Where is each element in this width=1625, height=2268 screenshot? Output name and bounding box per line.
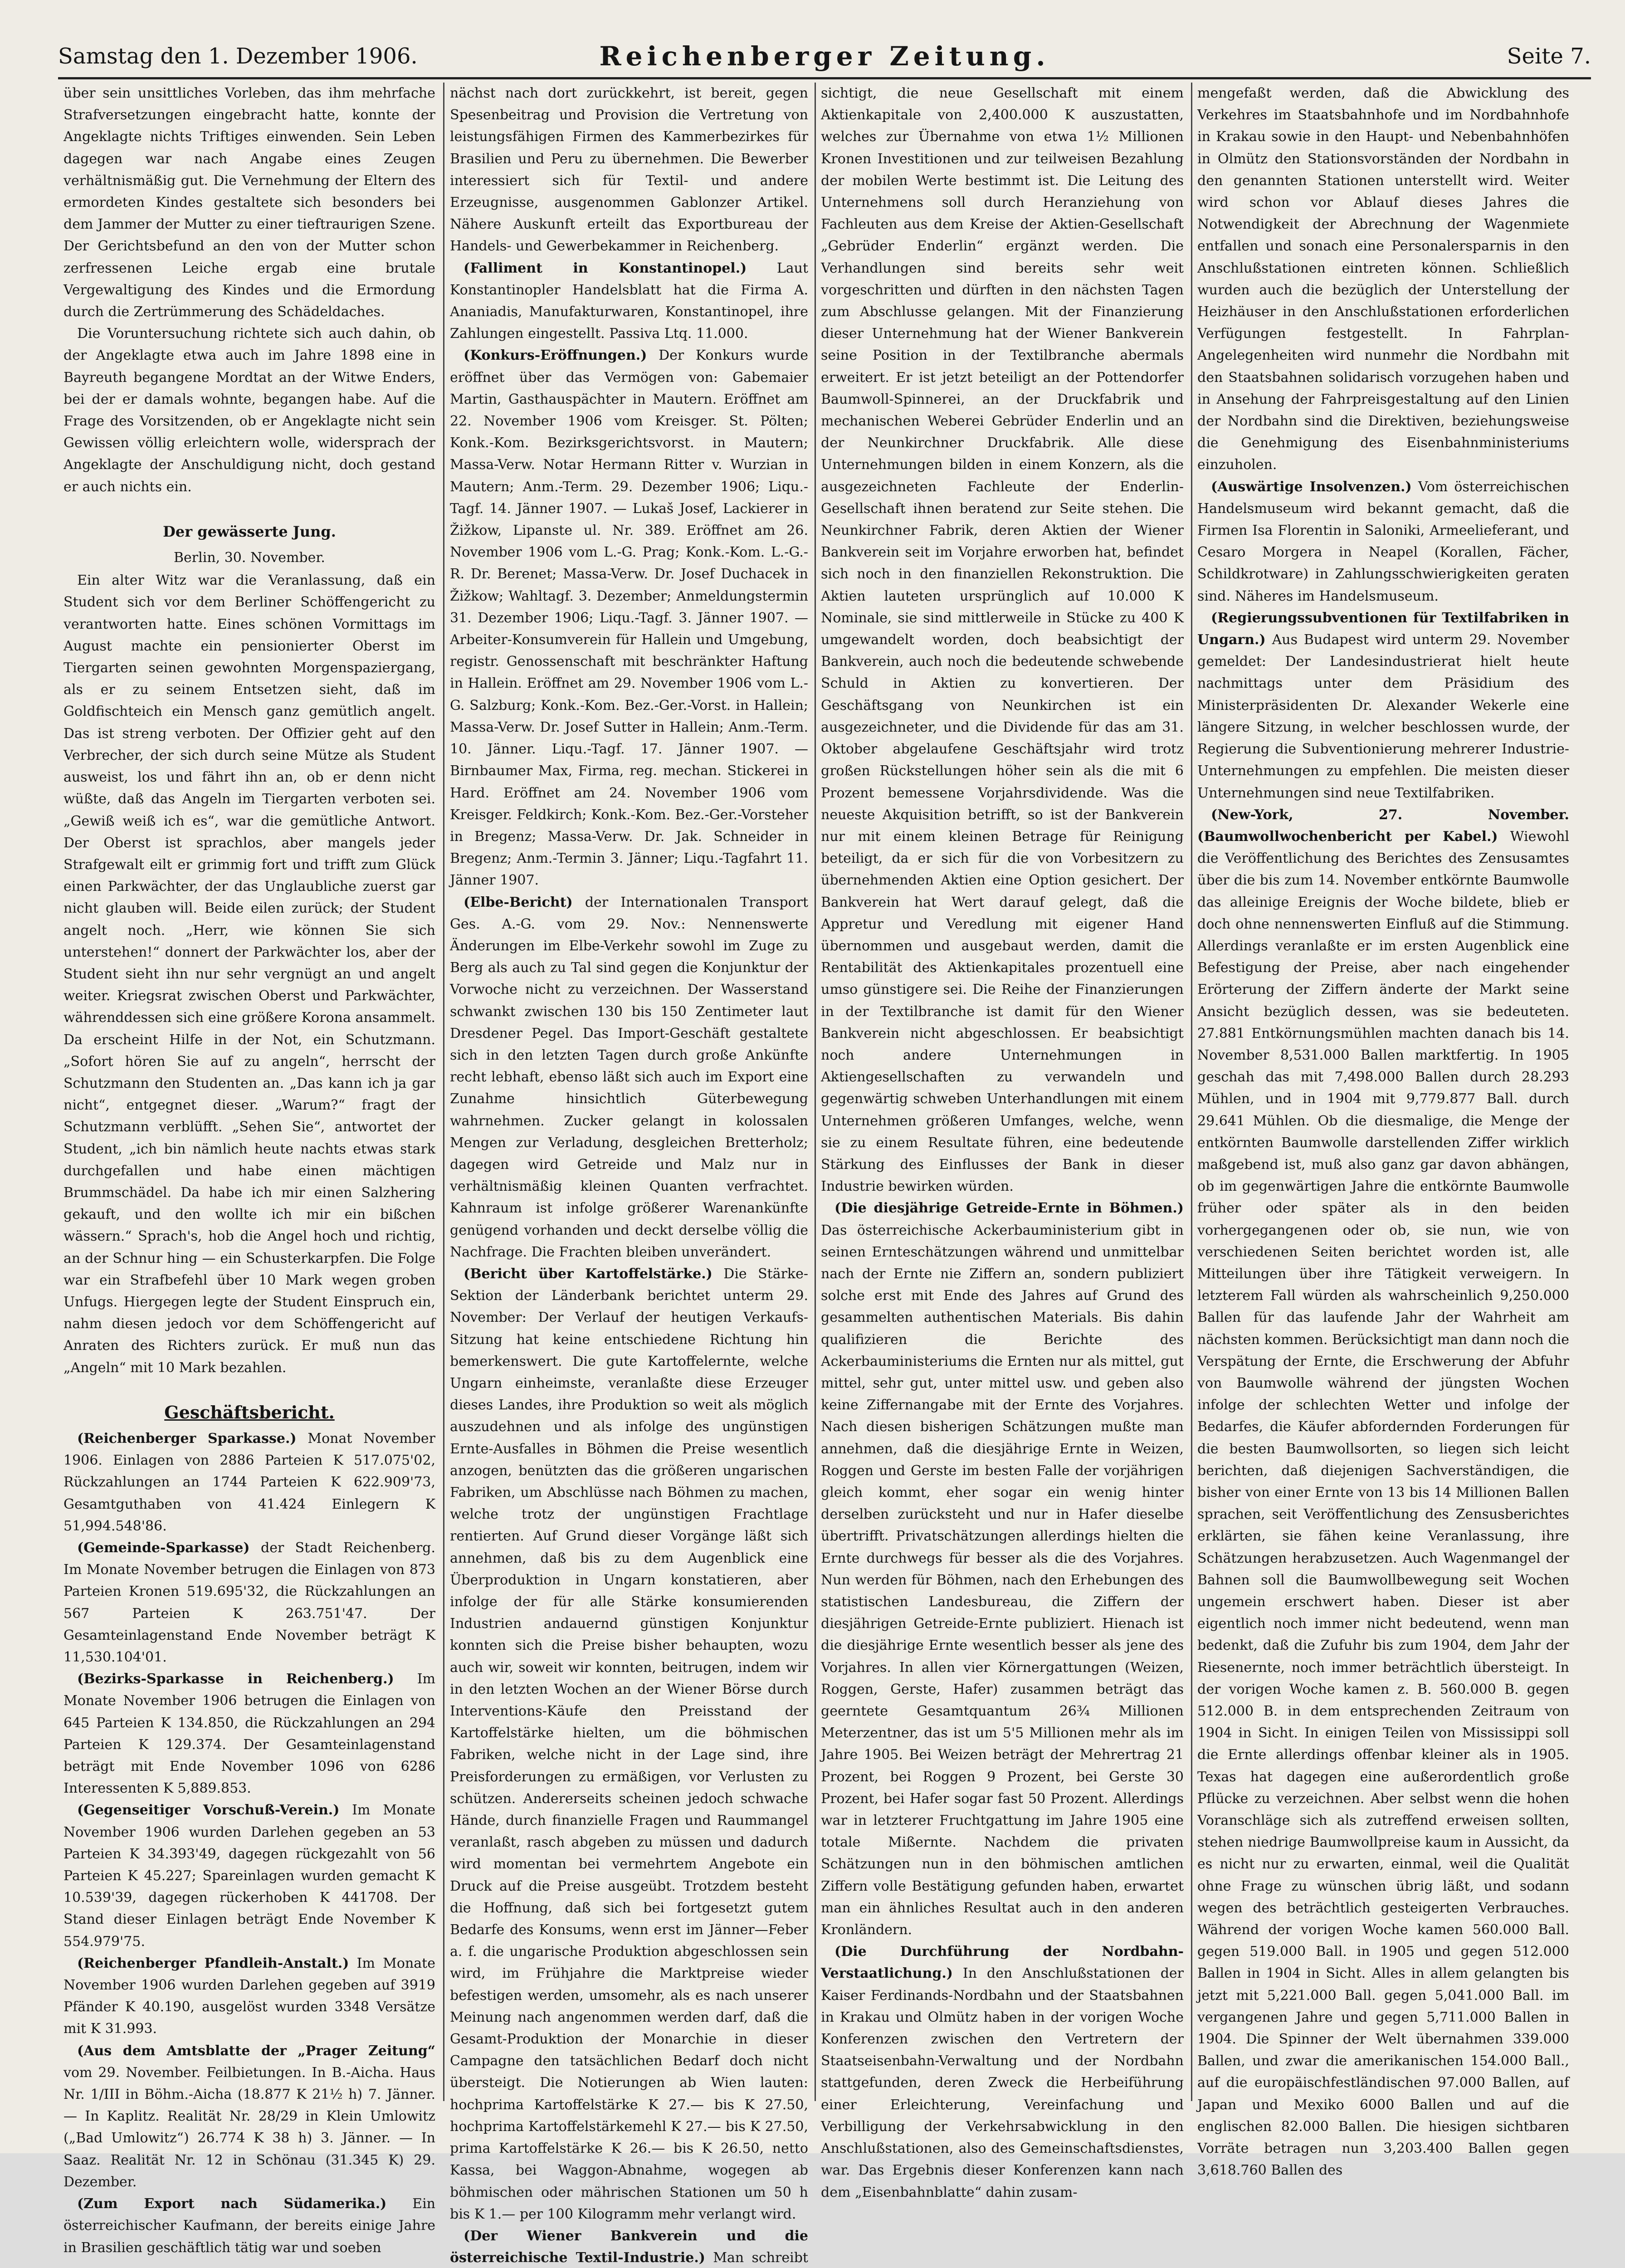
column-separator [815, 83, 816, 2101]
report-text: Im Monate November 1906 wurden Darlehen gegeben auf 3919 Pfänder K 40.190, ausgelöst wurden 3348 Versätze mit K 31.993. [63, 1955, 435, 2037]
rubric: (Elbe-Bericht) [464, 894, 573, 910]
report-text: der Internationalen Transport Ges. A.-G. vom 29. Nov.: Nennenswerte Änderungen im Elbe-Verkehr sowohl im Zuge zu Berg als auch zu Tal sind gegen die Konjunktur der Vorwoche nicht zu verzeichnen. Der Wasserstand schwankt zwischen 130 bis 150 Zentimeter laut Dresdener Pegel. Das Import-Geschäft gestaltete sich in den letzten Tagen durch große Ankünfte recht lebhaft, ebenso läßt sich auch im Export eine Zunahme hinsichtlich Güterbewegung wahrnehmen. Zucker gelangt in kolossalen Mengen zur Verladung, desgleichen Bretterholz; dagegen wird Getreide und Malz nur in verhältnismäßig kleinen Quanten verfrachtet. Kahnraum ist infolge größerer Warenankünfte genügend vorhanden und deckt derselbe völlig die Nachfrage. Die Frachten bleiben unverändert. [450, 894, 808, 1260]
newspaper-title: Reichenberger Zeitung. [599, 41, 1050, 72]
report-text: In den Anschlußstationen der Kaiser Ferdinands-Nordbahn und der Staatsbahnen in Krakau und Olmütz haben in der vorigen Woche Konferenzen zwischen den Vertretern der Staatseisenbahn-Verwaltung und der Nordbahn stattgefunden, deren Zweck die Herbeiführung einer Erleichterung, Vereinfachung und Verbilligung der Verkehrsabwicklung in den Anschlußstationen, also des Gemeinschaftsdienstes, war. Das Ergebnis dieser Konferenzen kann nach dem „Eisenbahnblatte“ dahin zusam- [821, 1965, 1184, 2200]
article-text: über sein unsittliches Vorleben, das ihm mehrfache Strafversetzungen eingebracht hatte, konnte der Angeklagte nichts Triftiges einwenden. Sein Leben dagegen war nach Angabe eines Zeugen verhältnismäßig gut. Die Vernehmung der Eltern des ermordeten Kindes gestaltete sich besonders bei dem Jammer der Mutter zu einer tieftraurigen Szene. Der Gerichtsbefund an den von der Mutter schon zerfressenen Leiche ergab eine brutale Vergewaltigung des Kindes und die Ermordung durch die Zertrümmerung des Schädeldaches. [63, 85, 435, 320]
rubric: (Die diesjährige Getreide-Ernte in Böhmen.) [834, 1200, 1184, 1217]
rubric: (Regierungssubventionen für Textilfabriken in Ungarn.) [1197, 610, 1569, 648]
article-text: Die Voruntersuchung richtete sich auch dahin, ob der Angeklagte etwa auch im Jahre 1898 eine in Bayreuth begangene Mordtat an der Witwe Enders, bei der er damals wohnte, begangen habe. Auf die Frage des Vorsitzenden, ob er Angeklagte nicht sein Gewissen völlig erleichtern wolle, widersprach der Angeklagte der Anschuldigung nicht, doch gestand er auch nichts ein. [63, 326, 435, 495]
column-separator [443, 83, 444, 2101]
header-rule [58, 77, 1591, 79]
report-text: Die Stärke-Sektion der Länderbank berichtet unterm 29. November: Der Verlauf der heutigen Verkaufs-Sitzung hat keine entschiedene Richtung hin bemerkenswert. Die gute Kartoffelernte, welche Ungarn einheimste, veranlaßte diese Erzeuger dieses Landes, ihre Produktion so weit als möglich auszudehnen und als infolge des ungünstigen Ernte-Ausfalles in Böhmen die Preise wesentlich anzogen, benützten das die größeren ungarischen Fabriken, um Abschlüsse nach Böhmen zu machen, welche trotz der ungünstigen Frachtlage rentierten. Auf Grund dieser Vorgänge läßt sich annehmen, daß bis zu dem Augenblick eine Überproduktion in Ungarn konstatieren, aber infolge der für alle Stärke konsumierenden Industrien andauernd günstigen Konjunktur konnten sich die Preise bisher behaupten, wozu auch wir, soweit wir konnten, beitrugen, indem wir in den letzten Wochen an der Wiener Börse durch Interventions-Käufe den Preisstand der Kartoffelstärke hielten, um die böhmischen Fabriken, welche nicht in der Lage sind, ihre Preisforderungen zu ermäßigen, vor Verlusten zu schützen. Andererseits scheinen jedoch schwache Hände, durch finanzielle Fragen und Raummangel veranlaßt, rasch abgeben zu müssen und dadurch wird momentan bei vermehrtem Angebote ein Druck auf die Preise ausgeübt. Trotzdem besteht die Hoffnung, daß sich bei fortgesetzt gutem Bedarfe des Konsums, wenn erst im Jänner—Feber a. f. die ungarische Produktion abgeschlossen sein wird, im Frühjahre die Marktpreise wieder befestigen werden, umsomehr, als es nach unserer Meinung nach angenommen werden darf, daß die Gesamt-Produktion der Monarchie in dieser Campagne den tatsächlichen Bedarf doch nicht übersteigt. Die Notierungen ab Wien lauten: hochprima Kartoffelstärke K 27.— bis K 27.50, hochprima Kartoffelstärkemehl K 27.— bis K 27.50, prima Kartoffelstärke K 26.— bis K 26.50, netto Kassa, bei Waggon-Abnahme, wogegen ab böhmischen oder mährischen Stationen um 50 h bis K 1.— per 100 Kilogramm mehr verlangt wird. [450, 1266, 808, 2222]
section-title: Geschäftsbericht. [164, 1402, 335, 1422]
rubric: (Konkurs-Eröffnungen.) [464, 347, 647, 364]
dateline: Berlin, 30. November. [174, 550, 325, 566]
column-3 [821, 83, 1184, 2200]
report-text: Laut Konstantinopler Handelsblatt hat die Firma A. Ananiadis, Manufakturwaren, Konstantinopel, ihre Zahlungen eingestellt. Passiva Ltq. 11.000. [450, 260, 808, 342]
rubric: (Bezirks-Sparkasse in Reichenberg.) [77, 1671, 394, 1687]
rubric: (Der Wiener Bankverein und die österreichische Textil-Industrie.) [450, 2228, 808, 2266]
article-title: Der gewässerte Jung. [163, 523, 336, 540]
rubric: (Gegenseitiger Vorschuß-Verein.) [77, 1802, 340, 1818]
rubric: (Auswärtige Insolvenzen.) [1211, 479, 1412, 495]
article-text: nächst nach dort zurückkehrt, ist bereit, gegen Spesenbeitrag und Provision die Vertretung von leistungsfähigen Firmen des Kammerbezirkes für Brasilien und Peru zu übernehmen. Die Bewerber interessiert sich für Textil- und andere Erzeugnisse, ausgenommen Gablonzer Artikel. Nähere Auskunft erteilt das Exportbureau der Handels- und Gewerbekammer in Reichenberg. [450, 85, 808, 254]
rubric: (Bericht über Kartoffelstärke.) [464, 1266, 712, 1282]
report-text: Aus Budapest wird unterm 29. November gemeldet: Der Landesindustrierat hielt heute nachmittags unter dem Präsidium des Ministerpräsidenten Dr. Alexander Wekerle eine längere Sitzung, in welcher beschlossen wurde, der Regierung die Subventionierung mehrerer Industrie-Unternehmungen zu empfehlen. Die meisten dieser Unternehmungen sind neue Textilfabriken. [1197, 632, 1569, 801]
rubric: (Aus dem Amtsblatte der „Prager Zeitung“ [77, 2043, 435, 2059]
page-number: Seite 7. [1507, 44, 1591, 69]
column-separator [1191, 83, 1192, 2101]
rubric: (Gemeinde-Sparkasse) [77, 1540, 250, 1556]
report-text: Ein österreichischer Kaufmann, der bereits einige Jahre in Brasilien geschäftlich tätig war und soeben [63, 2196, 435, 2256]
report-text: Das österreichische Ackerbauministerium gibt in seinen Ernteschätzungen während und unmittelbar nach der Ernte nie Ziffern an, sondern publiziert solche erst mit Ende des Jahres auf Grund des gesammelten authentischen Materials. Bis dahin qualifizieren die Berichte des Ackerbauministeriums die Ernten nur als mittel, gut mittel, sehr gut, unter mittel usw. und geben also keine Ziffernangabe mit der Ernte des Vorjahres. Nach diesen bisherigen Schätzungen mußte man annehmen, daß die diesjährige Ernte in Weizen, Roggen und Gerste im besten Falle der vorjährigen gleich kommt, eher sogar ein wenig hinter derselben zurücksteht und nur in Hafer dieselbe übertrifft. Privatschätzungen allerdings hielten die Ernte durchwegs für besser als die des Vorjahres. Nun werden für Böhmen, nach den Erhebungen des statistischen Landesbureau, die Ziffern der diesjährigen Getreide-Ernte publiziert. Hienach ist die diesjährige Ernte wesentlich besser als jene des Vorjahres. In allen vier Körnergattungen (Weizen, Roggen, Gerste, Hafer) zusammen beträgt das geerntete Gesamtquantum 26¾ Millionen Meterzentner, das ist um 5'5 Millionen mehr als im Jahre 1905. Bei Weizen beträgt der Mehrertrag 21 Prozent, bei Roggen 9 Prozent, bei Gerste 30 Prozent, bei Hafer sogar fast 50 Prozent. Allerdings war in letzterer Fruchtgattung im Jahre 1905 eine totale Mißernte. Nachdem die privaten Schätzungen nun in den böhmischen amtlichen Ziffern volle Bestätigung gefunden haben, erwartet man ein ähnliches Resultat auch in den anderen Kronländern. [821, 1222, 1184, 1938]
rubric: (Zum Export nach Südamerika.) [77, 2196, 387, 2212]
column-4 [1197, 83, 1569, 2179]
report-text: Vom österreichischen Handelsmuseum wird bekannt gemacht, daß die Firmen Isa Florentin in Saloniki, Armeelieferant, und Cesaro Morgera in Neapel (Korallen, Fächer, Schildkrotware) in Zahlungsschwierigkeiten geraten sind. Näheres im Handelsmuseum. [1197, 479, 1569, 604]
article-text: Ein alter Witz war die Veranlassung, daß ein Student sich vor dem Berliner Schöffengericht zu verantworten hatte. Eines schönen Vormittags im August machte ein pensionierter Oberst im Tiergarten seinen gewohnten Morgenspaziergang, als er zu seinem Entsetzen sieht, daß im Goldfischteich ein Mensch ganz gemütlich angelt. Das ist streng verboten. Der Offizier geht auf den Verbrecher, der sich durch seine Mütze als Student ausweist, los und fährt ihn an, ob er denn nicht wüßte, daß das Angeln im Tiergarten verboten sei. „Gewiß weiß ich es“, war die gemütliche Antwort. Der Oberst ist sprachlos, aber mangels jeder Strafgewalt eilt er grimmig fort und trifft zum Glück einen Parkwächter, der das Unglaubliche zuerst gar nicht glauben will. Beide eilen zurück; der Student angelt noch. „Herr, wie können Sie sich unterstehen!“ donnert der Parkwächter los, aber der Student sieht ihn nur sehr vergnügt an und angelt weiter. Kriegsrat zwischen Oberst und Parkwächter, währenddessen sich eine größere Korona ansammelt. Da erscheint Hilfe in der Not, ein Schutzmann. „Sofort hören Sie auf zu angeln“, herrscht der Schutzmann den Studenten an. „Das kann ich ja gar nicht“, entgegnet dieser. „Warum?“ fragt der Schutzmann verblüfft. „Sehen Sie“, antwortet der Student, „ich bin nämlich heute nachts etwas stark durchgefallen und habe einen mächtigen Brummschädel. Da habe ich mir einen Salzhering gekauft, und den wollte ich mir ein bißchen wässern.“ Sprach's, hob die Angel hoch und richtig, an der Schnur hing — ein Schusterkarpfen. Die Folge war ein Strafbefehl über 10 Mark wegen groben Unfugs. Hiergegen legte der Student Einspruch ein, nahm diesen jedoch vor dem Schöffengericht auf Anraten des Richters zurück. Er muß nun das „Angeln“ mit 10 Mark bezahlen. [63, 572, 435, 1376]
report-text: Im Monate November 1906 betrugen die Einlagen von 645 Parteien K 134.850, die Rückzahlungen an 294 Parteien K 129.374. Der Gesamteinlagenstand beträgt mit Ende November 1096 von 6286 Interessenten K 5,889.853. [63, 1671, 435, 1797]
rubric: (Falliment in Konstantinopel.) [464, 260, 747, 276]
rubric: (Reichenberger Sparkasse.) [77, 1430, 297, 1447]
report-text: Im Monate November 1906 wurden Darlehen gegeben an 53 Parteien K 34.393'49, dagegen rückgezahlt von 56 Parteien K 45.227; Spareinlagen wurden gemacht K 10.539'39, dagegen rückerhoben K 441708. Der Stand dieser Einlagen beträgt Ende November K 554.979'75. [63, 1802, 435, 1950]
rubric: (New-York, 27. November. (Baumwollwochenbericht per Kabel.) [1197, 807, 1569, 845]
page-header [58, 41, 1591, 77]
report-text: vom 29. November. Feilbietungen. In B.-Aicha. Haus Nr. 1/III in Böhm.-Aicha (18.877 K 21½ h) 7. Jänner. — In Kaplitz. Realität Nr. 28/29 in Klein Umlowitz („Bad Umlowitz“) 26.774 K 38 h) 3. Jänner. — In Saaz. Realität Nr. 12 in Schönau (31.345 K) 29. Dezember. [63, 2064, 435, 2190]
rubric: (Reichenberger Pfandleih-Anstalt.) [77, 1955, 349, 1971]
report-text: Der Konkurs wurde eröffnet über das Vermögen von: Gabemaier Martin, Gasthauspächter in Mautern. Eröffnet am 22. November 1906 vom Kreisger. St. Pölten; Konk.-Kom. Bezirksgerichtsvorst. in Mautern; Massa-Verw. Notar Hermann Ritter v. Wurzian in Mautern; Anm.-Term. 29. Dezember 1906; Liqu.-Tagf. 14. Jänner 1907. — Lukaš Josef, Lackierer in Žižkow, Lipanste ul. Nr. 389. Eröffnet am 26. November 1906 vom L.-G. Prag; Konk.-Kom. L.-G.-R. Dr. Berenet; Massa-Verw. Dr. Josef Duchacek in Žižkow; Wahltagf. 3. Dezember; Anmeldungstermin 31. Dezember 1906; Liqu.-Tagf. 3. Jänner 1907. — Arbeiter-Konsumverein für Hallein und Umgebung, registr. Genossenschaft mit beschränkter Haftung in Hallein. Eröffnet am 29. November 1906 vom L.-G. Salzburg; Konk.-Kom. Bez.-Ger.-Vorst. in Hallein; Massa-Verw. Dr. Josef Sutter in Hallein; Anm.-Term. 10. Jänner. Liqu.-Tagf. 17. Jänner 1907. — Birnbaumer Max, Firma, reg. mechan. Stickerei in Hard. Eröffnet am 24. November 1906 vom Kreisger. Feldkirch; Konk.-Kom. Bez.-Ger.-Vorsteher in Bregenz; Massa-Verw. Dr. Jak. Schneider in Bregenz; Anm.-Termin 3. Jänner; Liqu.-Tagfahrt 11. Jänner 1907. [450, 347, 808, 889]
report-text: Man schreibt [713, 2250, 808, 2266]
report-text: der Stadt Reichenberg. Im Monate November betrugen die Einlagen von 873 Parteien Kronen 519.695'32, die Rückzahlungen an 567 Parteien K 263.751'47. Der Gesamteinlagenstand Ende November beträgt K 11,530.104'01. [63, 1540, 435, 1666]
report-text: Wiewohl die Veröffentlichung des Berichtes des Zensusamtes über die bis zum 14. November entkörnte Baumwolle das alleinige Ereignis der Woche bildete, blieb er doch ohne nennenswerten Einfluß auf die Stimmung. Allerdings veranlaßte er im ersten Augenblick eine Befestigung der Preise, aber nach eingehender Erörterung der Ziffern änderte der Markt seine Ansicht bezüglich dessen, was sie bedeuteten. 27.881 Entkörnungsmühlen machten danach bis 14. November 8,531.000 Ballen marktfertig. In 1905 geschah das mit 7,498.000 Ballen durch 28.293 Mühlen, und in 1904 mit 9,779.877 Ball. durch 29.641 Mühlen. Ob die diesmalige, die Menge der entkörnten Baumwolle darstellenden Ziffer wirklich maßgebend ist, muß also ganz gar davon abhängen, ob im gegenwärtigen Jahre die entkörnte Baumwolle früher oder später als in den beiden vorhergegangenen oder ob, sie nun, wie von verschiedenen Seiten berichtet worden ist, alle Mitteilungen über ihre Tätigkeit verweigern. In letzterem Fall würden als wahrscheinlich 9,250.000 Ballen für das laufende Jahr der Wahrheit am nächsten kommen. Berücksichtigt man dann noch die Verspätung der Ernte, die Erschwerung der Abfuhr von Baumwolle während der jüngsten Wochen infolge der schlechten Wetter und infolge der Bedarfes, die Käufer abfordernden Forderungen für die besten Baumwollsorten, so liegen sich leicht berichten, daß diejenigen Sachverständigen, die bisher von einer Ernte von 13 bis 14 Millionen Ballen sprachen, seit Veröffentlichung des Zensusberichtes erklärten, sie fähen keine Veranlassung, ihre Schätzungen herabzusetzen. Auch Wagenmangel der Bahnen soll die Baumwollbewegung seit Wochen ungemein erschwert haben. Dieser ist aber eigentlich noch immer nicht bedeutend, wenn man bedenkt, daß die Zufuhr bis zum 1904, dem Jahr der Riesenernte, noch immer beträchtlich übersteigt. In der vorigen Woche kamen z. B. 560.000 B. gegen 512.000 B. in dem entsprechenden Zeitraum von 1904 in Sicht. In einigen Teilen von Mississippi soll die Ernte allerdings offenbar kleiner als in 1905. Texas hat dagegen eine außerordentlich große Pflücke zu verzeichnen. Aber selbst wenn die hohen Voranschläge sich als zutreffend erweisen sollten, stehen niedrige Baumwollpreise kaum in Aussicht, da es nicht nur zu erwarten, einmal, weil die Qualität ohne Frage zu wünschen übrig läßt, und sodann wegen des beträchtlich gesteigerten Verbrauches. Während der vorigen Woche kamen 560.000 Ball. gegen 519.000 Ball. in 1905 und gegen 512.000 Ballen in 1904 in Sicht. Alles in allem gelangten bis jetzt mit 5,221.000 Ball. gegen 5,041.000 Ball. im vergangenen Jahre und gegen 5,711.000 Ballen in 1904. Die Spinner der Welt übernahmen 339.000 Ballen, und zwar die amerikanischen 154.000 Ball., auf die europäischfestländischen 97.000 Ballen, auf Japan und Mexiko 6000 Ballen und auf die englischen 82.000 Ballen. Die hiesigen sichtbaren Vorräte betragen nun 3,203.400 Ballen gegen 3,618.760 Ballen des [1197, 828, 1569, 2179]
column-2 [450, 83, 808, 2266]
article-text: sichtigt, die neue Gesellschaft mit einem Aktienkapitale von 2,400.000 K auszustatten, welches zur Übernahme von etwa 1½ Millionen Kronen Investitionen und zur teilweisen Bezahlung der mobilen Werte bestimmt ist. Die Leitung des Unternehmens soll durch Heranziehung von Fachleuten aus dem Kreise der Aktien-Gesellschaft „Gebrüder Enderlin“ ergänzt werden. Die Verhandlungen sind bereits sehr weit vorgeschritten und dürften in den nächsten Tagen zum Abschlusse gelangen. Mit der Finanzierung dieser Unternehmung hat der Wiener Bankverein seine Position in der Textilbranche abermals erweitert. Er ist jetzt beteiligt an der Pottendorfer Baumwoll-Spinnerei, an der Druckfabrik und mechanischen Weberei Gebrüder Enderlin und an der Neunkirchner Druckfabrik. Alle diese Unternehmungen bilden in einem Konzern, als die ausgezeichneten Fachleute der Enderlin-Gesellschaft ihnen beratend zur Seite stehen. Die Neunkirchner Fabrik, deren Aktien der Wiener Bankverein seit im Vorjahre erworben hat, befindet sich noch in den finanziellen Rekonstruktion. Die Aktien lauteten ursprünglich auf 10.000 K Nominale, sie sind mittlerweile in Stücke zu 400 K umgewandelt worden, doch beabsichtigt der Bankverein, auch noch die bedeutende schwebende Schuld in Aktien zu konvertieren. Der Geschäftsgang von Neunkirchen ist ein ausgezeichneter, und die Dividende für das am 31. Oktober abgelaufene Geschäftsjahr wird trotz großen Rückstellungen höher sein als die mit 6 Prozent bemessene Vorjahrsdividende. Was die neueste Akquisition betrifft, so ist der Bankverein nur mit einem kleinen Betrage für Reinigung beteiligt, da er sich für die von Vorbesitzern zu übernehmenden Aktien eine Option gesichert. Der Bankverein hat Wert darauf gelegt, daß die Appretur und Veredlung mit eigener Hand übernommen und ausgebaut werden, damit die Rentabilität des Aktienkapitales prozentuell eine umso günstigere sei. Die Reihe der Finanzierungen in der Textilbranche ist damit für den Wiener Bankverein nicht abgeschlossen. Er beabsichtigt noch andere Unternehmungen in Aktiengesellschaften zu verwandeln und gegenwärtig schweben Unterhandlungen mit einem Unternehmen größeren Umfanges, welche, wenn sie zu einem Resultate führen, eine bedeutende Stärkung des Einflusses der Bank in dieser Industrie bewirken würden. [821, 85, 1184, 1195]
report-text: Monat November 1906. Einlagen von 2886 Parteien K 517.075'02, Rückzahlungen an 1744 Parteien K 622.909'73, Gesamtguthaben von 41.424 Einlegern K 51,994.548'86. [63, 1430, 435, 1534]
rubric: (Die Durchführung der Nordbahn-Verstaatlichung.) [821, 1944, 1184, 1982]
header-date: Samstag den 1. Dezember 1906. [58, 44, 418, 69]
article-text: mengefaßt werden, daß die Abwicklung des Verkehres im Staatsbahnhofe und im Nordbahnhofe in Krakau sowie in den Haupt- und Nebenbahnhöfen in Olmütz den Stationsvorständen der Nordbahn in den genannten Stationen unterstellt wird. Weiter wird schon vor Ablauf dieses Jahres die Notwendigkeit der Abrechnung der Wagenmiete entfallen und sonach eine Personalersparnis in den Anschlußstationen eintreten können. Schließlich wurden auch die bezüglich der Unterstellung der Heizhäuser in den Anschlußstationen erforderlichen Verfügungen festgestellt. In Fahrplan-Angelegenheiten wird nunmehr die Nordbahn mit den Staatsbahnen solidarisch vorzugehen haben und in Ansehung der Fahrpreisgestaltung auf den Linien der Nordbahn sind die Direktiven, beziehungsweise die Genehmigung des Eisenbahnministeriums einzuholen. [1197, 85, 1569, 473]
column-1 [63, 83, 435, 2256]
